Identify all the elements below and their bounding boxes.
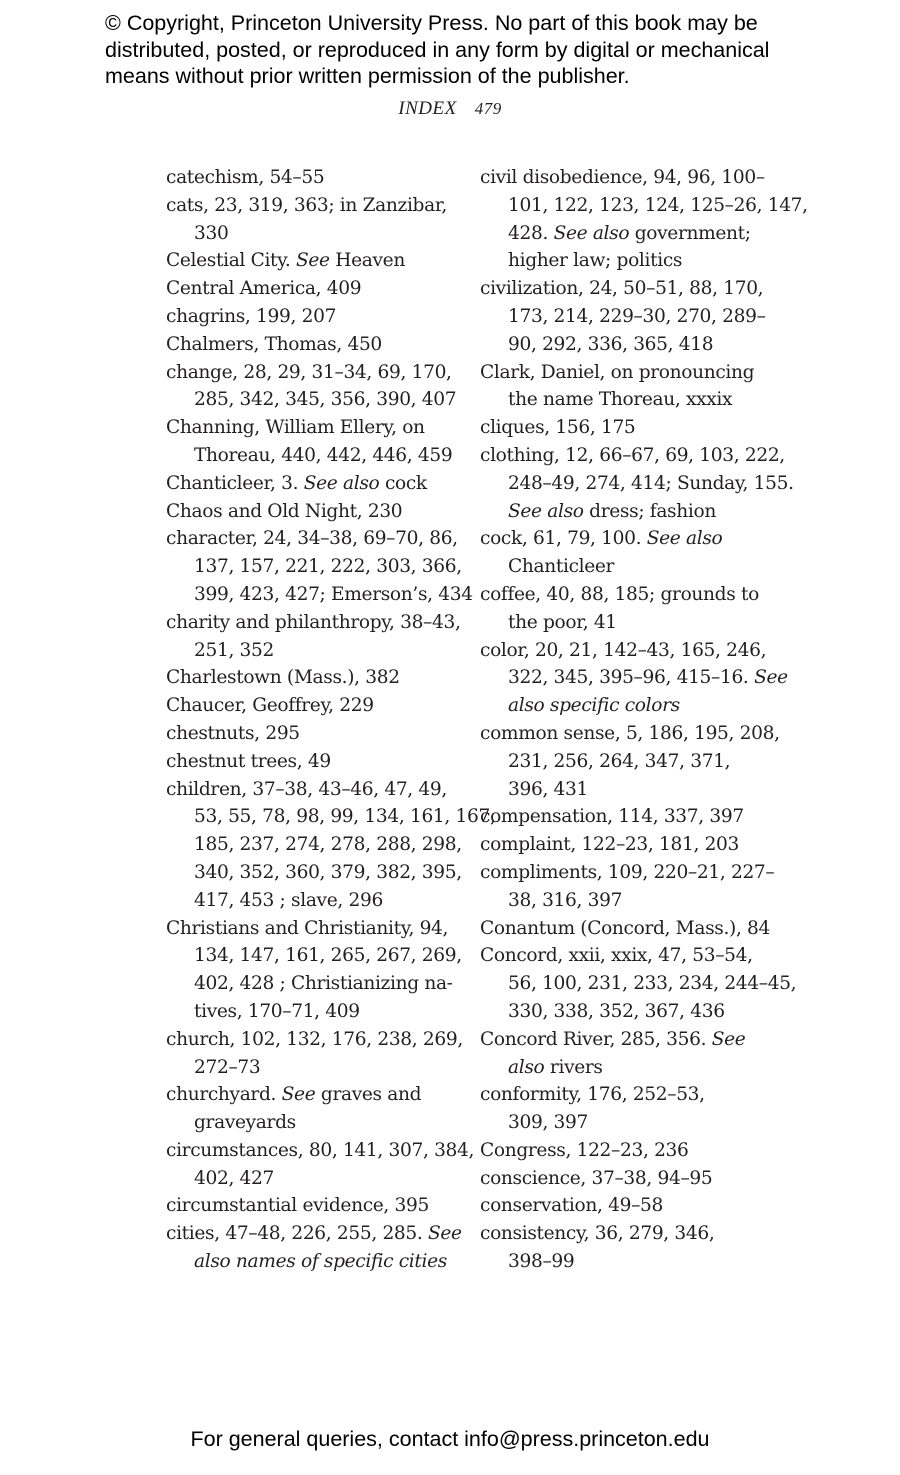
index-entry — [480, 831, 790, 859]
index-entry-continuation — [480, 553, 790, 581]
index-text: complaint, 122–23, 181, 203 — [480, 834, 740, 856]
index-text: 272–73 — [194, 1056, 261, 1078]
index-entry — [166, 776, 466, 804]
index-entry — [480, 414, 790, 442]
index-text: catechism, 54–55 — [166, 167, 325, 188]
index-entry-continuation — [166, 831, 466, 859]
index-entry-continuation — [166, 581, 473, 609]
index-entry — [480, 164, 790, 192]
index-text: 330, 338, 352, 367, 436 — [508, 1000, 725, 1022]
index-entry-continuation — [166, 220, 466, 248]
index-entry-continuation — [166, 442, 466, 470]
index-text: Concord River, 285, 356. — [480, 1028, 712, 1050]
index-entry — [480, 1137, 790, 1165]
copyright-line: © Copyright, Princeton University Press. No part of this book may be — [105, 11, 758, 35]
index-text: Conantum (Concord, Mass.), 84 — [480, 917, 771, 939]
index-entry — [166, 664, 466, 692]
index-text: dress; fashion — [583, 500, 716, 522]
index-text: cock — [379, 472, 427, 494]
index-entry — [166, 498, 466, 526]
index-text: 137, 157, 221, 222, 303, 366, — [194, 556, 462, 578]
index-text: 396, 431 — [508, 778, 589, 800]
copyright-line: means without prior written permission of the publisher. — [105, 64, 630, 88]
index-text: chagrins, 199, 207 — [166, 305, 337, 327]
index-text: Chanticleer — [508, 556, 615, 578]
index-entry — [480, 859, 790, 887]
index-text: Congress, 122–23, 236 — [480, 1139, 689, 1161]
index-entry-continuation — [480, 470, 794, 498]
index-text: Chalmers, Thomas, 450 — [166, 333, 382, 355]
index-entry-continuation — [480, 664, 790, 692]
index-text: Heaven — [329, 250, 405, 272]
index-text-italic: See — [296, 250, 330, 272]
index-text: 309, 397 — [508, 1112, 589, 1134]
index-text: 248–49, 274, 414; Sunday, 155. — [508, 472, 794, 494]
index-column-left — [166, 164, 496, 1276]
index-text: Concord, xxii, xxix, 47, 53–54, — [480, 945, 753, 967]
index-entry-continuation — [166, 859, 466, 887]
index-entry-continuation — [480, 970, 797, 998]
index-entry-continuation — [480, 1054, 790, 1082]
index-text-italic: also names of specific cities — [194, 1251, 447, 1273]
index-entry — [166, 1026, 466, 1054]
index-text: Christians and Christianity, 94, — [166, 917, 449, 939]
index-entry — [166, 609, 466, 637]
index-entry-continuation — [480, 498, 790, 526]
index-entry — [480, 942, 790, 970]
index-text: cats, 23, 319, 363; in Zanzibar, — [166, 194, 447, 216]
index-text: tives, 170–71, 409 — [194, 1000, 360, 1022]
index-text: graves and — [315, 1084, 422, 1106]
index-text: 322, 345, 395–96, 415–16. — [508, 667, 755, 689]
index-entry — [166, 359, 466, 387]
index-entry-continuation — [480, 1248, 790, 1276]
index-entry — [166, 275, 466, 303]
index-entry — [166, 748, 466, 776]
copyright-line: distributed, posted, or reproduced in any form by digital or mechanical — [105, 37, 770, 62]
index-text: 340, 352, 360, 379, 382, 395, — [194, 861, 462, 883]
index-entry — [480, 1220, 790, 1248]
index-entry-continuation — [480, 220, 790, 248]
index-entry — [166, 692, 466, 720]
index-entry-continuation — [166, 1248, 466, 1276]
index-text: Chaos and Old Night, 230 — [166, 500, 403, 522]
index-text: 90, 292, 336, 365, 418 — [508, 333, 714, 355]
index-entry — [480, 442, 790, 470]
index-entry-continuation — [166, 1054, 466, 1082]
index-text: graveyards — [194, 1112, 296, 1134]
index-entry-continuation — [480, 303, 790, 331]
index-entry — [480, 1165, 790, 1193]
index-text-italic: See — [428, 1223, 462, 1245]
index-text: 285, 342, 345, 356, 390, 407 — [194, 389, 457, 411]
index-entry-continuation — [480, 776, 790, 804]
index-text: the name Thoreau, xxxix — [508, 389, 733, 411]
index-entry-continuation — [480, 386, 790, 414]
index-entry — [166, 1220, 466, 1248]
index-entry-continuation — [166, 998, 466, 1026]
index-entry — [480, 359, 790, 387]
index-text: higher law; politics — [508, 250, 683, 272]
index-entry — [480, 1192, 790, 1220]
index-text: 399, 423, 427; Emerson’s, 434 — [194, 583, 473, 605]
index-text-italic: See also — [553, 222, 630, 244]
running-head-title: INDEX — [398, 98, 457, 119]
index-entry — [166, 164, 466, 192]
index-entry-continuation — [480, 331, 790, 359]
index-entry-continuation — [166, 803, 496, 831]
index-text: the poor, 41 — [508, 611, 617, 633]
index-text: compliments, 109, 220–21, 227– — [480, 861, 775, 883]
index-entry-continuation — [166, 970, 466, 998]
index-entry-continuation — [166, 887, 466, 915]
index-text: 330 — [194, 222, 229, 244]
index-entry — [166, 720, 466, 748]
index-text: 417, 453 ; slave, 296 — [194, 889, 383, 911]
index-text: Thoreau, 440, 442, 446, 459 — [194, 444, 453, 466]
index-entry-continuation — [480, 247, 790, 275]
index-text: churchyard. — [166, 1084, 282, 1106]
index-entry — [166, 915, 466, 943]
index-entry — [166, 331, 466, 359]
index-entry-continuation — [480, 887, 790, 915]
index-text-italic: also — [508, 1056, 545, 1078]
index-text: chestnut trees, 49 — [166, 750, 331, 772]
index-text: conscience, 37–38, 94–95 — [480, 1167, 713, 1189]
index-entry — [166, 192, 466, 220]
index-text-italic: also specific colors — [508, 695, 680, 717]
index-text-italic: See also — [303, 472, 380, 494]
index-text: chestnuts, 295 — [166, 722, 300, 744]
index-text: Charlestown (Mass.), 382 — [166, 667, 400, 689]
index-text-italic: See — [754, 667, 788, 689]
index-text: clothing, 12, 66–67, 69, 103, 222, — [480, 444, 785, 466]
index-text: 428. — [508, 222, 554, 244]
index-text-italic: See — [281, 1084, 316, 1106]
index-text: rivers — [544, 1056, 603, 1078]
index-entry — [480, 581, 790, 609]
index-entry-continuation — [480, 609, 790, 637]
index-text: color, 20, 21, 142–43, 165, 246, — [480, 639, 767, 661]
index-entry — [480, 525, 790, 553]
index-entry — [166, 1192, 466, 1220]
index-entry-continuation — [480, 748, 790, 776]
index-entry-continuation — [166, 386, 466, 414]
index-entry — [480, 1026, 790, 1054]
index-text: 134, 147, 161, 265, 267, 269, — [194, 945, 462, 967]
copyright-notice — [105, 10, 825, 90]
index-text: children, 37–38, 43–46, 47, 49, — [166, 778, 447, 800]
index-text-italic: See also — [508, 500, 584, 522]
index-text: 251, 352 — [194, 639, 275, 661]
index-text: circumstances, 80, 141, 307, 384, — [166, 1139, 475, 1161]
index-text: 185, 237, 274, 278, 288, 298, — [194, 834, 462, 856]
index-text: 173, 214, 229–30, 270, 289– — [508, 305, 766, 327]
index-entry — [166, 470, 466, 498]
index-text: cities, 47–48, 226, 255, 285. — [166, 1223, 429, 1245]
index-text: 398–99 — [508, 1251, 575, 1273]
index-text-italic: See also — [646, 528, 723, 550]
index-text: church, 102, 132, 176, 238, 269, — [166, 1028, 463, 1050]
index-entry — [166, 247, 466, 275]
index-entry-continuation — [166, 1109, 466, 1137]
index-entry-continuation — [166, 1165, 466, 1193]
index-text: common sense, 5, 186, 195, 208, — [480, 722, 780, 744]
index-text: Clark, Daniel, on pronouncing — [480, 361, 755, 383]
index-text: 402, 427 — [194, 1167, 275, 1189]
index-text: compensation, 114, 337, 397 — [480, 806, 744, 828]
index-text: Celestial City. — [166, 250, 296, 272]
index-entry-continuation — [166, 553, 466, 581]
index-text: government; — [629, 222, 751, 244]
index-text: 101, 122, 123, 124, 125–26, 147, — [508, 194, 808, 216]
index-text: 38, 316, 397 — [508, 889, 623, 911]
index-text: civil disobedience, 94, 96, 100– — [480, 167, 765, 188]
index-text: character, 24, 34–38, 69–70, 86, — [166, 528, 458, 550]
index-text: Chaucer, Geoffrey, 229 — [166, 695, 374, 717]
index-text: 56, 100, 231, 233, 234, 244–45, — [508, 973, 797, 995]
running-head — [0, 98, 900, 120]
index-text: 402, 428 ; Christianizing na- — [194, 973, 453, 995]
index-text: Chanticleer, 3. — [166, 472, 304, 494]
index-text: 231, 256, 264, 347, 371, — [508, 750, 731, 772]
index-entry — [480, 915, 790, 943]
index-entry-continuation — [480, 192, 808, 220]
index-entry-continuation — [480, 998, 790, 1026]
index-text: 53, 55, 78, 98, 99, 134, 161, 167, — [194, 806, 496, 828]
index-text: change, 28, 29, 31–34, 69, 170, — [166, 361, 452, 383]
index-entry — [480, 720, 790, 748]
index-text: civilization, 24, 50–51, 88, 170, — [480, 278, 764, 300]
index-text: circumstantial evidence, 395 — [166, 1195, 429, 1217]
footer-contact: For general queries, contact info@press.princeton.edu — [190, 1427, 710, 1451]
index-text-italic: See — [711, 1028, 746, 1050]
index-text: coffee, 40, 88, 185; grounds to — [480, 583, 759, 605]
index-entry-continuation — [166, 942, 466, 970]
index-entry — [480, 637, 790, 665]
index-entry — [480, 1081, 790, 1109]
index-entry — [166, 525, 466, 553]
index-column-right — [480, 164, 808, 1276]
index-text: consistency, 36, 279, 346, — [480, 1223, 715, 1245]
index-entry-continuation — [480, 692, 790, 720]
index-entry — [166, 1137, 475, 1165]
index-entry — [166, 1081, 466, 1109]
index-text: conservation, 49–58 — [480, 1195, 663, 1217]
index-entry — [166, 414, 466, 442]
index-entry-continuation — [166, 637, 466, 665]
index-text: cliques, 156, 175 — [480, 417, 636, 439]
index-entry — [166, 303, 466, 331]
index-text: Central America, 409 — [166, 278, 362, 300]
index-text: charity and philanthropy, 38–43, — [166, 611, 461, 633]
index-entry — [480, 275, 790, 303]
page-number: 479 — [474, 99, 502, 118]
index-text: cock, 61, 79, 100. — [480, 528, 647, 550]
index-entry-continuation — [480, 1109, 790, 1137]
index-text: conformity, 176, 252–53, — [480, 1084, 705, 1106]
index-entry — [480, 803, 790, 831]
index-text: Channing, William Ellery, on — [166, 417, 425, 439]
